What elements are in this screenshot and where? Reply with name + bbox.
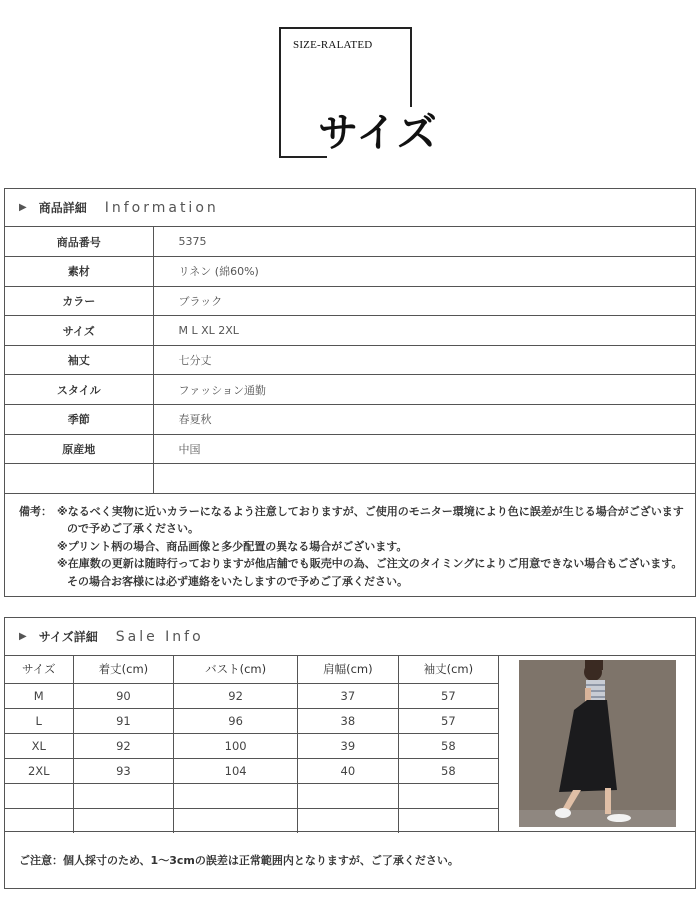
size-column-header: サイズ [5, 656, 73, 683]
size-row [5, 733, 498, 758]
size-cell: 96 [174, 708, 298, 733]
page-title: サイズ [318, 109, 438, 156]
info-key: 袖丈 [5, 345, 153, 375]
note-line: ※在庫数の更新は随時行っておりますが他店舗でも販売中の為、ご注文のタイミングによりご用意できない場合もございます。 [57, 557, 683, 571]
triangle-right-icon: ▶ [19, 202, 27, 213]
size-header-en: Sale Info [115, 628, 204, 645]
size-column-header: 着丈(cm) [73, 656, 174, 683]
size-cell [174, 783, 298, 808]
note-line: ので予めご了承ください。 [67, 522, 199, 536]
info-value: リネン (綿60%) [153, 257, 695, 287]
info-header [5, 189, 695, 227]
info-row [5, 316, 695, 346]
size-cell [174, 808, 298, 833]
size-cell: 92 [174, 683, 298, 708]
notes [5, 494, 695, 597]
size-cell [297, 783, 398, 808]
size-cell: 57 [398, 683, 498, 708]
size-cell: 39 [297, 733, 398, 758]
caution-note: ご注意：個人採寸のため、1～3cmの誤差は正常範囲内となりますが、ご了承ください。 [19, 854, 459, 867]
info-key: 季節 [5, 405, 153, 435]
size-cell: 58 [398, 758, 498, 783]
size-cell: 38 [297, 708, 398, 733]
size-row [5, 683, 498, 708]
info-header-ja: 商品詳細 [38, 201, 87, 215]
info-key: 素材 [5, 257, 153, 287]
size-column-header: バスト(cm) [174, 656, 298, 683]
title-subtitle: SIZE-RALATED [293, 39, 373, 51]
info-row [5, 464, 695, 494]
info-panel [4, 188, 696, 597]
size-cell [5, 808, 73, 833]
size-header-row [5, 656, 498, 683]
info-key: カラー [5, 286, 153, 316]
size-panel [4, 617, 696, 889]
size-cell [73, 783, 174, 808]
info-value: M L XL 2XL [153, 316, 695, 346]
size-cell [398, 808, 498, 833]
size-cell: 92 [73, 733, 174, 758]
info-value: 春夏秋 [153, 405, 695, 435]
size-row [5, 758, 498, 783]
triangle-right-icon: ▶ [19, 631, 27, 642]
info-row [5, 345, 695, 375]
size-cell: M [5, 683, 73, 708]
size-cell: 91 [73, 708, 174, 733]
size-cell [73, 808, 174, 833]
size-row [5, 808, 498, 833]
info-key: 原産地 [5, 434, 153, 464]
info-key [5, 464, 153, 494]
info-row [5, 375, 695, 405]
size-column-header: 袖丈(cm) [398, 656, 498, 683]
info-value [153, 464, 695, 494]
note-line: ※なるべく実物に近いカラーになるよう注意しておりますが、ご使用のモニター環境により色に誤差が生じる場合がございます [57, 504, 684, 518]
info-value: ブラック [153, 286, 695, 316]
size-table [5, 656, 498, 833]
size-cell: 104 [174, 758, 298, 783]
size-cell: 37 [297, 683, 398, 708]
size-cell [297, 808, 398, 833]
size-row [5, 708, 498, 733]
size-table-wrap [5, 656, 499, 831]
product-photo [519, 660, 676, 827]
info-value: 5375 [153, 227, 695, 257]
size-cell: 2XL [5, 758, 73, 783]
info-row [5, 286, 695, 316]
info-key: スタイル [5, 375, 153, 405]
info-value: 七分丈 [153, 345, 695, 375]
size-cell: 100 [174, 733, 298, 758]
size-cell: 90 [73, 683, 174, 708]
info-row [5, 405, 695, 435]
size-cell: 58 [398, 733, 498, 758]
info-row [5, 257, 695, 287]
product-photo-wrap [499, 656, 695, 831]
size-cell: 57 [398, 708, 498, 733]
info-key: サイズ [5, 316, 153, 346]
notes-label: 備考： [19, 504, 52, 518]
info-value: 中国 [153, 434, 695, 464]
size-column-header: 肩幅(cm) [297, 656, 398, 683]
size-cell: 40 [297, 758, 398, 783]
size-cell: XL [5, 733, 73, 758]
size-body [5, 656, 695, 832]
info-row [5, 227, 695, 257]
size-header [5, 618, 695, 656]
info-header-en: Information [104, 199, 219, 216]
size-cell [5, 783, 73, 808]
size-header-ja: サイズ詳細 [38, 630, 98, 644]
size-cell: L [5, 708, 73, 733]
info-value: ファッション通勤 [153, 375, 695, 405]
note-line: ※プリント柄の場合、商品画像と多少配置の異なる場合がございます。 [57, 539, 408, 553]
info-row [5, 434, 695, 464]
info-key: 商品番号 [5, 227, 153, 257]
info-table [5, 227, 695, 494]
size-cell [398, 783, 498, 808]
frame-right-line [410, 27, 412, 107]
size-row [5, 783, 498, 808]
size-cell: 93 [73, 758, 174, 783]
note-line: その場合お客様には必ず連絡をいたしますので予めご了承ください。 [67, 574, 408, 588]
